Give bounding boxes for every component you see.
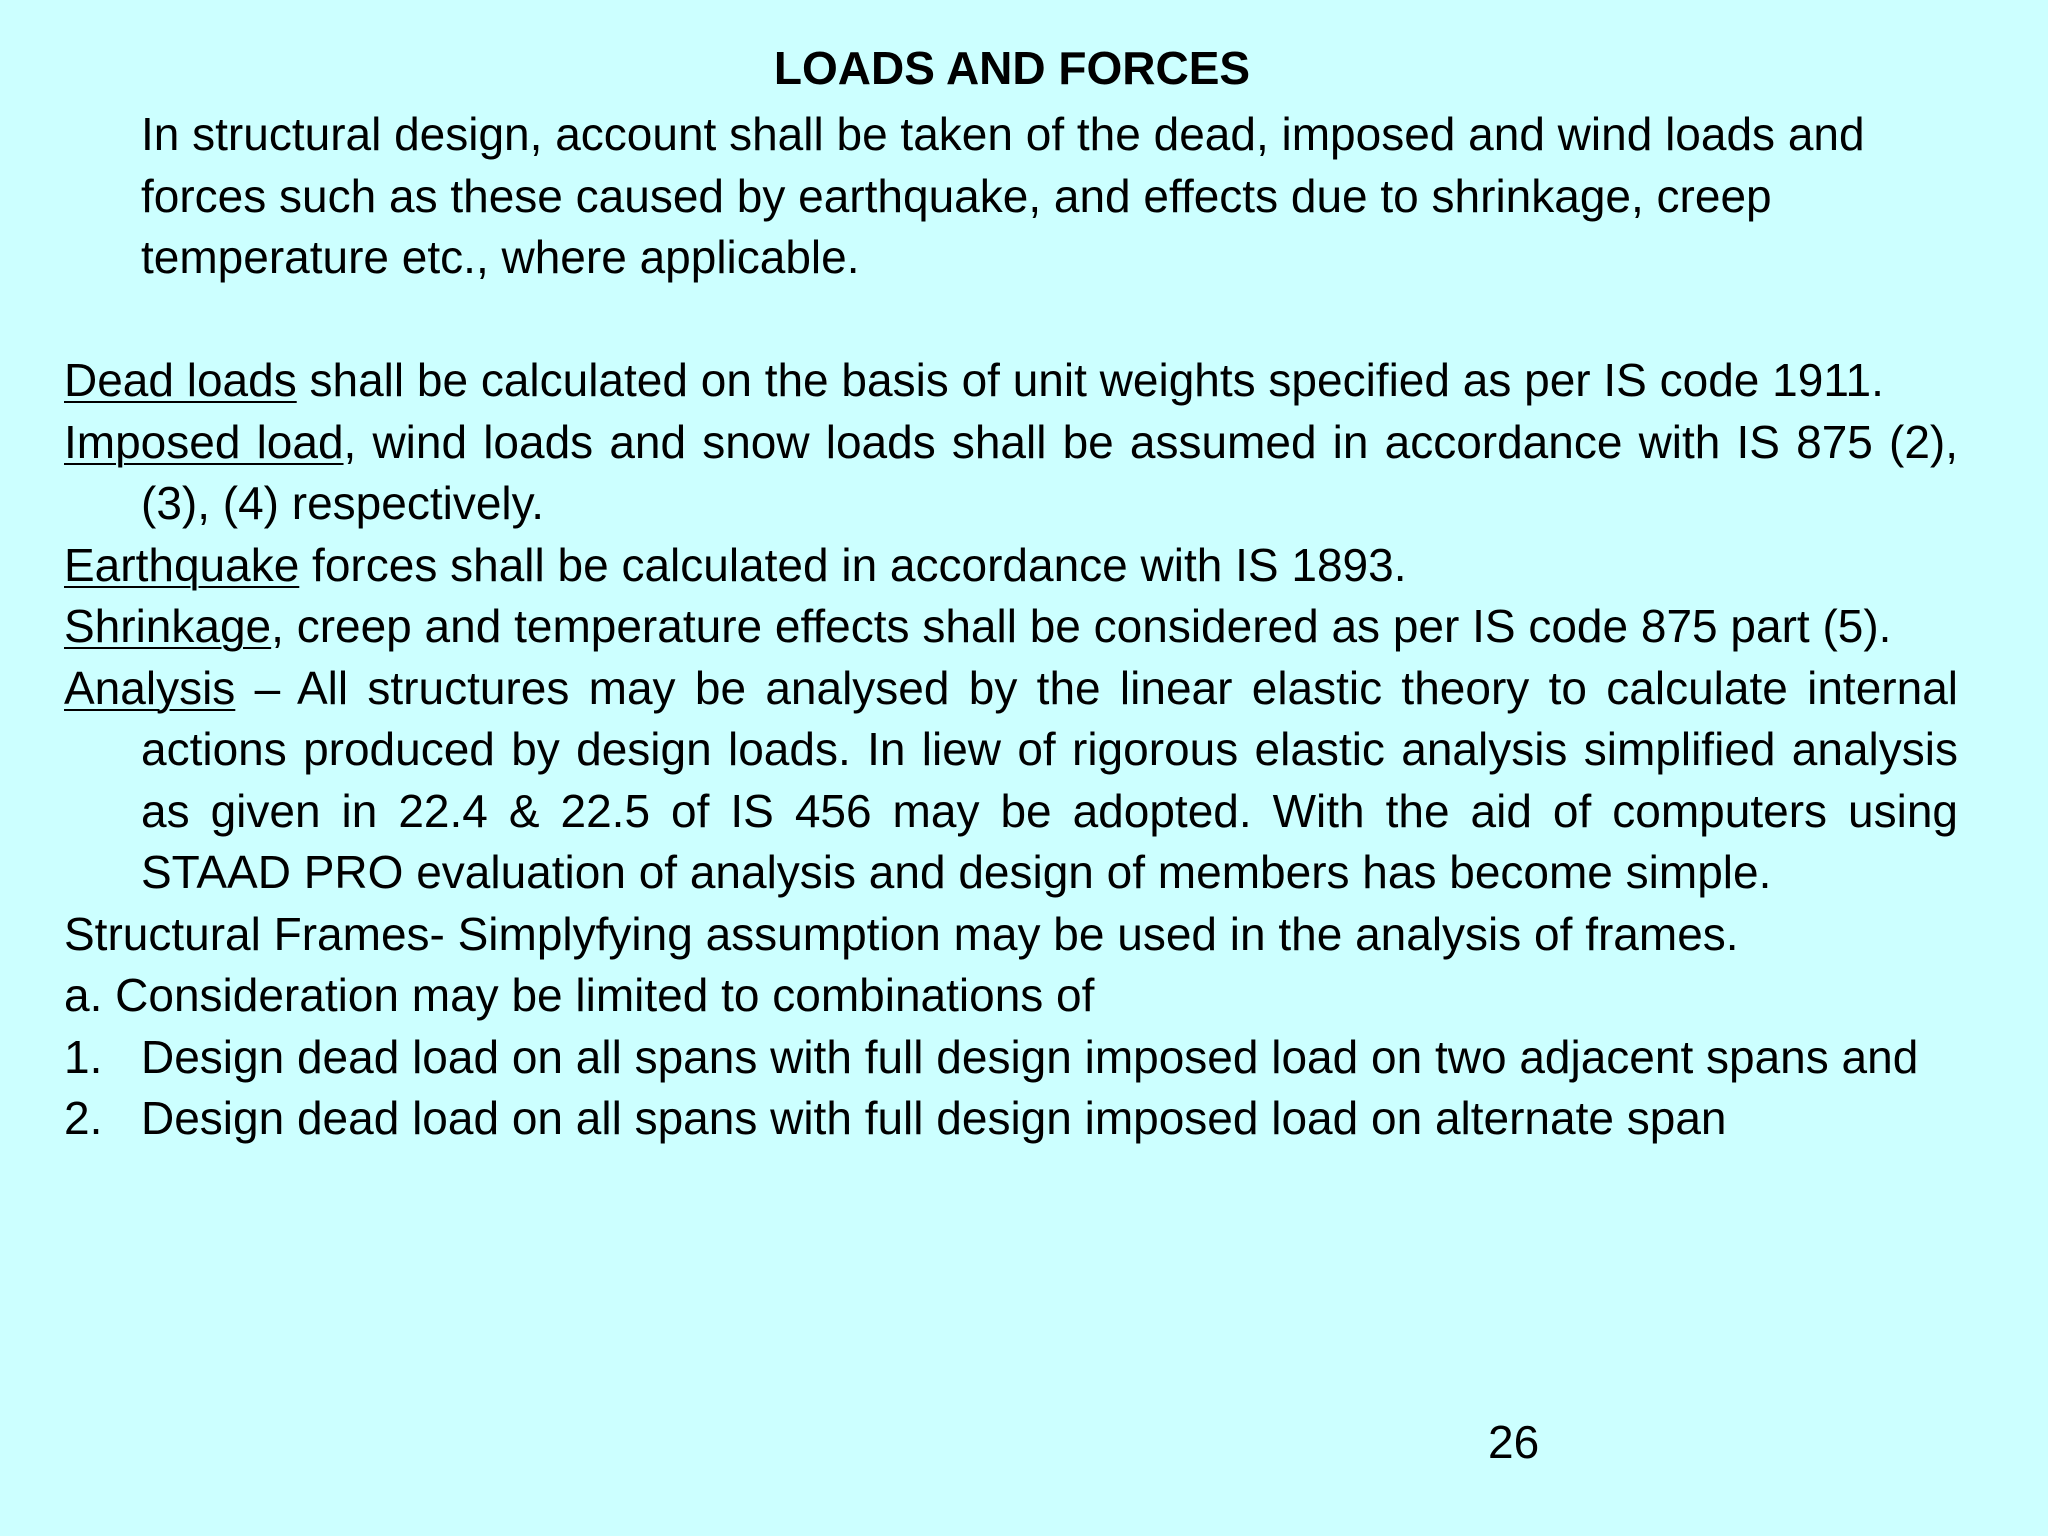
imposed-load-term: Imposed load <box>64 415 344 468</box>
imposed-load-text: , wind loads and snow loads shall be assumed in accordance with IS 875 (2), (3), (4) respectively. <box>141 415 1959 529</box>
dead-loads-text: shall be calculated on the basis of unit weights specified as per IS code 1911. <box>296 354 1884 406</box>
earthquake-text: forces shall be calculated in accordance with IS 1893. <box>299 538 1407 591</box>
page-number: 26 <box>1488 1416 1540 1468</box>
shrinkage-text: , creep and temperature effects shall be considered as per IS code 875 part (5). <box>271 600 1892 652</box>
shrinkage-term: Shrinkage <box>64 600 272 652</box>
earthquake-paragraph <box>64 535 1958 597</box>
imposed-load-paragraph <box>64 412 1958 535</box>
list-item-text: Design dead load on all spans with full design imposed load on two adjacent spans and <box>141 1030 1919 1083</box>
slide-content <box>64 104 1958 1150</box>
analysis-paragraph <box>64 658 1958 904</box>
list-item <box>64 1027 1958 1089</box>
consideration-paragraph: a. Consideration may be limited to combinations of <box>64 969 1095 1021</box>
analysis-term: Analysis <box>64 661 236 714</box>
intro-paragraph: In structural design, account shall be taken of the dead, imposed and wind loads and forces such as these caused by earthquake, and effects due to shrinkage, creep temperature etc., where applicable. <box>141 108 1865 283</box>
list-item <box>64 1088 1958 1150</box>
structural-frames-paragraph: Structural Frames- Simplyfying assumption may be used in the analysis of frames. <box>64 907 1739 960</box>
list-item-number: 2. <box>64 1092 103 1144</box>
analysis-text: – All structures may be analysed by the linear elastic theory to calculate internal actions produced by design loads. In liew of rigorous elastic analysis simplified analysis as given in 22.4 & 22.5 of IS 456 may be adopted. With the aid of computers using STAAD PRO evaluation of analysis and design of members has become simple. <box>141 661 1958 898</box>
earthquake-term: Earthquake <box>64 538 300 591</box>
shrinkage-paragraph <box>64 596 1958 658</box>
list-item-number: 1. <box>64 1030 103 1083</box>
slide-title: LOADS AND FORCES <box>773 42 1251 94</box>
dead-loads-term: Dead loads <box>64 354 297 406</box>
list-item-text: Design dead load on all spans with full design imposed load on alternate span <box>141 1092 1727 1144</box>
dead-loads-paragraph <box>64 350 1958 412</box>
